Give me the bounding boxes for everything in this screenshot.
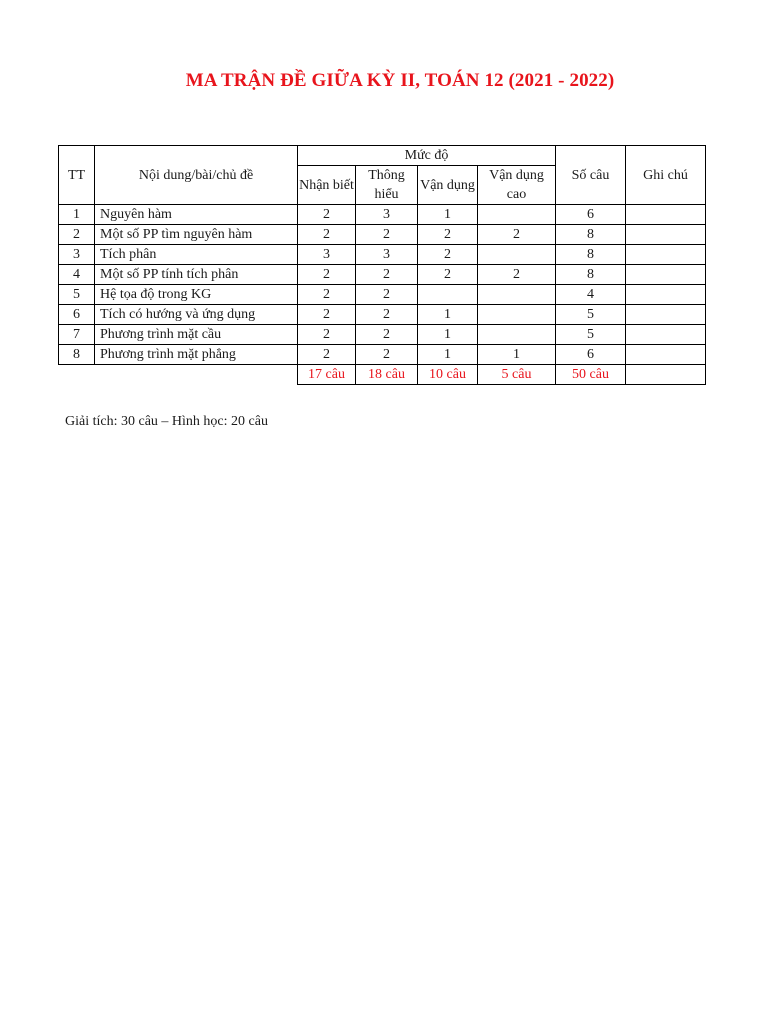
cell-tt: 3 (59, 245, 95, 265)
header-count: Số câu (556, 146, 626, 205)
cell-thong-hieu: 2 (356, 285, 418, 305)
header-content: Nội dung/bài/chủ đề (95, 146, 298, 205)
table-row (59, 245, 706, 265)
total-van-dung: 10 câu (418, 365, 478, 385)
cell-van-dung: 2 (418, 245, 478, 265)
header-level-van-dung-cao: Vận dụng cao (478, 166, 556, 205)
cell-van-dung-cao (478, 325, 556, 345)
cell-van-dung: 1 (418, 205, 478, 225)
cell-note (626, 305, 706, 325)
cell-tt: 2 (59, 225, 95, 245)
cell-nhan-biet: 2 (298, 285, 356, 305)
cell-van-dung-cao (478, 205, 556, 225)
cell-content: Tích phân (95, 245, 298, 265)
table-row (59, 225, 706, 245)
cell-tt: 7 (59, 325, 95, 345)
cell-count: 6 (556, 205, 626, 225)
cell-nhan-biet: 2 (298, 205, 356, 225)
cell-count: 8 (556, 225, 626, 245)
cell-van-dung: 2 (418, 265, 478, 285)
cell-nhan-biet: 2 (298, 305, 356, 325)
cell-van-dung-cao: 1 (478, 345, 556, 365)
cell-note (626, 345, 706, 365)
cell-note (626, 325, 706, 345)
cell-van-dung-cao (478, 305, 556, 325)
exam-matrix-table (58, 145, 706, 385)
header-notes: Ghi chú (626, 146, 706, 205)
total-count: 50 câu (556, 365, 626, 385)
header-level-thong-hieu: Thông hiểu (356, 166, 418, 205)
cell-count: 8 (556, 265, 626, 285)
cell-note (626, 225, 706, 245)
cell-content: Hệ tọa độ trong KG (95, 285, 298, 305)
cell-thong-hieu: 2 (356, 305, 418, 325)
cell-content: Một số PP tính tích phân (95, 265, 298, 285)
cell-thong-hieu: 2 (356, 225, 418, 245)
cell-nhan-biet: 3 (298, 245, 356, 265)
cell-van-dung-cao: 2 (478, 225, 556, 245)
cell-thong-hieu: 2 (356, 345, 418, 365)
cell-thong-hieu: 2 (356, 325, 418, 345)
cell-note (626, 205, 706, 225)
cell-content: Phương trình mặt phẳng (95, 345, 298, 365)
total-thong-hieu: 18 câu (356, 365, 418, 385)
cell-note (626, 265, 706, 285)
header-level: Mức độ (298, 146, 556, 166)
cell-thong-hieu: 3 (356, 205, 418, 225)
cell-nhan-biet: 2 (298, 225, 356, 245)
cell-count: 6 (556, 345, 626, 365)
cell-content: Tích có hướng và ứng dụng (95, 305, 298, 325)
table-row (59, 205, 706, 225)
cell-van-dung: 2 (418, 225, 478, 245)
cell-nhan-biet: 2 (298, 325, 356, 345)
cell-van-dung: 1 (418, 305, 478, 325)
cell-count: 4 (556, 285, 626, 305)
table-row (59, 325, 706, 345)
cell-tt: 8 (59, 345, 95, 365)
cell-note (626, 245, 706, 265)
cell-van-dung: 1 (418, 345, 478, 365)
cell-thong-hieu: 2 (356, 265, 418, 285)
cell-note (626, 285, 706, 305)
cell-content: Một số PP tìm nguyên hàm (95, 225, 298, 245)
table-row (59, 265, 706, 285)
cell-content: Phương trình mặt cầu (95, 325, 298, 345)
total-note (626, 365, 706, 385)
cell-nhan-biet: 2 (298, 265, 356, 285)
table-row (59, 345, 706, 365)
cell-tt: 1 (59, 205, 95, 225)
table-row (59, 285, 706, 305)
cell-count: 5 (556, 305, 626, 325)
page-title: MA TRẬN ĐỀ GIỮA KỲ II, TOÁN 12 (2021 - 2022) (185, 70, 615, 91)
cell-van-dung-cao (478, 245, 556, 265)
header-level-van-dung: Vận dụng (418, 166, 478, 205)
cell-tt: 6 (59, 305, 95, 325)
cell-count: 8 (556, 245, 626, 265)
cell-nhan-biet: 2 (298, 345, 356, 365)
cell-van-dung-cao: 2 (478, 265, 556, 285)
totals-row (59, 365, 706, 385)
header-level-nhan-biet: Nhận biết (298, 166, 356, 205)
cell-tt: 5 (59, 285, 95, 305)
summary-note: Giải tích: 30 câu – Hình học: 20 câu (65, 414, 268, 429)
cell-count: 5 (556, 325, 626, 345)
header-tt: TT (59, 146, 95, 205)
cell-tt: 4 (59, 265, 95, 285)
total-van-dung-cao: 5 câu (478, 365, 556, 385)
cell-thong-hieu: 3 (356, 245, 418, 265)
cell-content: Nguyên hàm (95, 205, 298, 225)
cell-van-dung: 1 (418, 325, 478, 345)
cell-van-dung-cao (478, 285, 556, 305)
total-nhan-biet: 17 câu (298, 365, 356, 385)
totals-blank (59, 365, 298, 385)
table-row (59, 305, 706, 325)
cell-van-dung (418, 285, 478, 305)
